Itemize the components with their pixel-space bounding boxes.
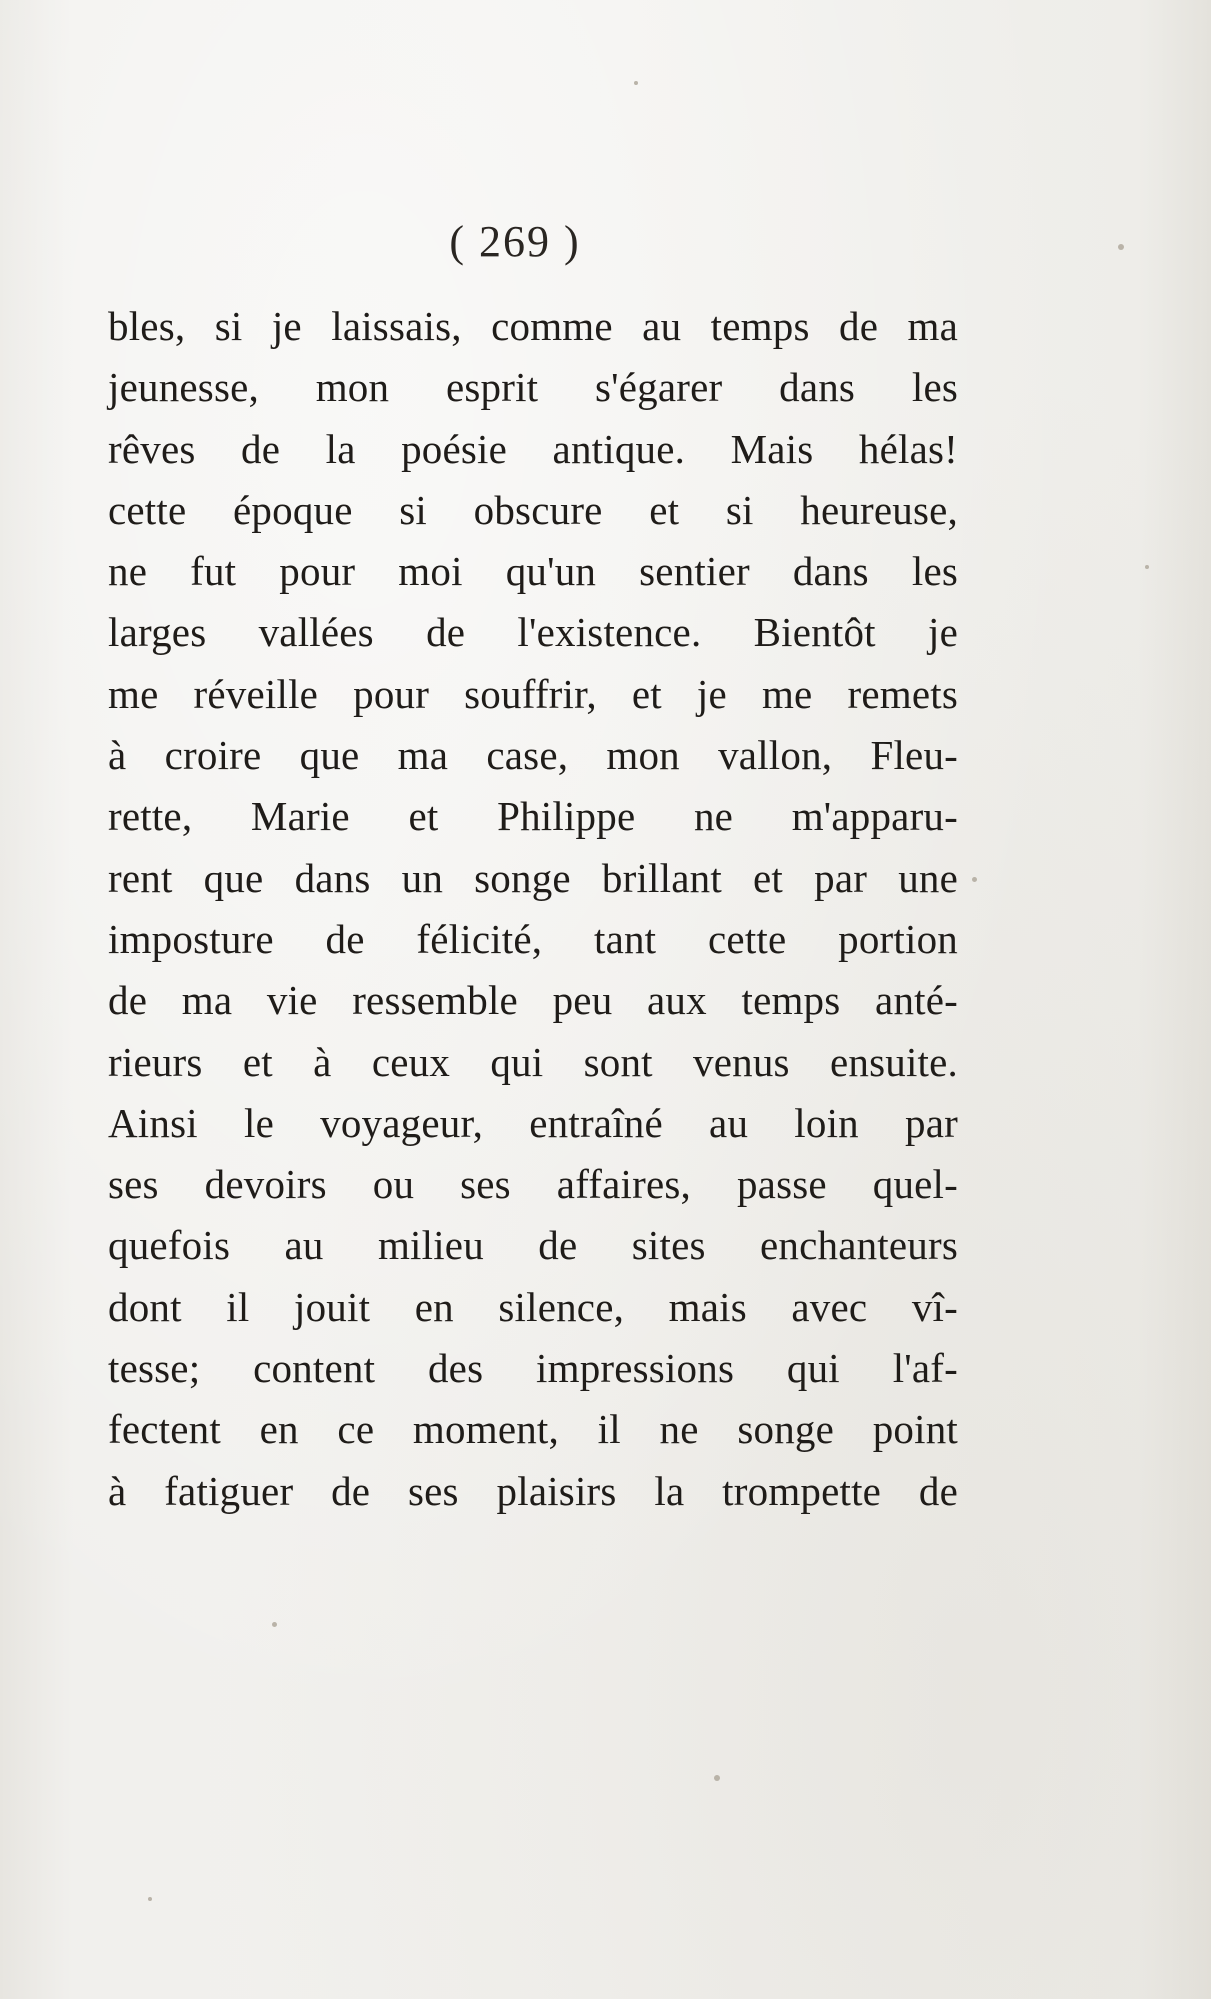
text-line: fectent en ce moment, il ne songe point (108, 1406, 958, 1453)
text-line: à croire que ma case, mon vallon, Fleu- (108, 732, 958, 779)
text-line: rêves de la poésie antique. Mais hélas! (108, 425, 958, 472)
text-line: à fatiguer de ses plaisirs la trompette de (108, 1467, 958, 1514)
text-line: rieurs et à ceux qui sont venus ensuite. (108, 1038, 958, 1085)
paper-speck (148, 1897, 152, 1901)
paper-speck (634, 81, 638, 85)
text-line: rette, Marie et Philippe ne m'apparu- (108, 793, 958, 840)
text-line: larges vallées de l'existence. Bientôt je (108, 609, 958, 656)
paper-speck (272, 1622, 277, 1627)
text-line: ne fut pour moi qu'un sentier dans les (108, 548, 958, 595)
text-line: me réveille pour souffrir, et je me remets (108, 670, 958, 717)
text-line: ses devoirs ou ses affaires, passe quel- (108, 1161, 958, 1208)
text-line: imposture de félicité, tant cette portion (108, 915, 958, 962)
text-line: Ainsi le voyageur, entraîné au loin par (108, 1099, 958, 1146)
paper-speck (714, 1775, 720, 1781)
text-line: tesse; content des impressions qui l'af- (108, 1345, 958, 1392)
page-number: ( 269 ) (449, 217, 581, 266)
body-text (108, 296, 958, 1522)
text-line: dont il jouit en silence, mais avec vî- (108, 1283, 958, 1330)
text-line: rent que dans un songe brillant et par une (108, 854, 958, 901)
text-line: cette époque si obscure et si heureuse, (108, 486, 958, 533)
paper-speck (972, 877, 977, 882)
text-line: bles, si je laissais, comme au temps de ma (108, 303, 958, 349)
text-line: de ma vie ressemble peu aux temps anté- (108, 977, 958, 1024)
paper-speck (1145, 565, 1149, 569)
text-line: jeunesse, mon esprit s'égarer dans les (108, 364, 958, 411)
paper-speck (1118, 244, 1124, 250)
text-line: quefois au milieu de sites enchanteurs (108, 1222, 958, 1269)
